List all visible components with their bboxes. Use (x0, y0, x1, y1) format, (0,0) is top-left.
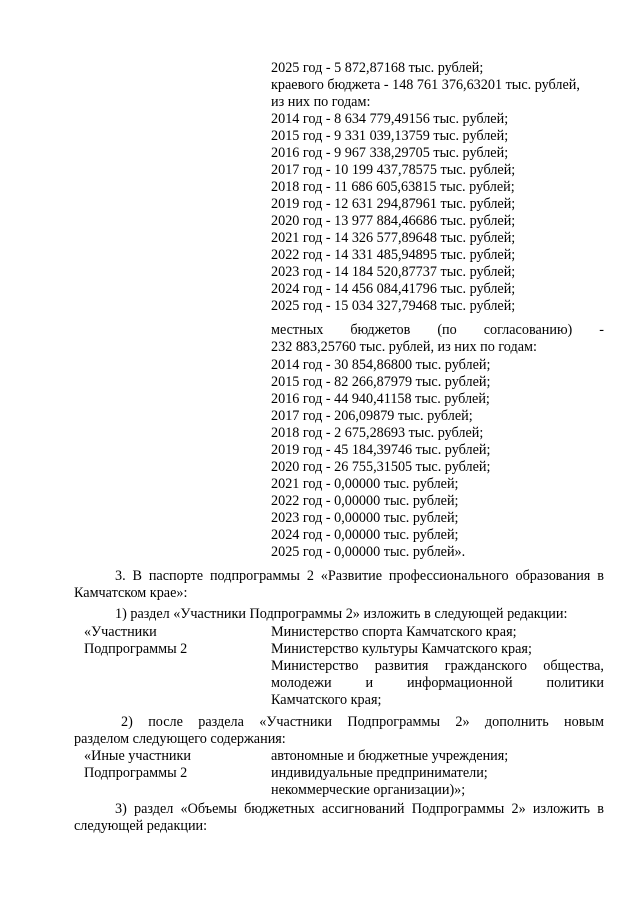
other-participants-label: «Иные участники (84, 748, 192, 764)
item2-text: 2) после раздела «Участники Подпрограммы 2» дополнить новым (121, 714, 604, 730)
kraevoy-year-line: 2024 год - 14 456 084,41796 тыс. рублей; (271, 281, 516, 297)
kraevoy-year-line: 2018 год - 11 686 605,63815 тыс. рублей; (271, 179, 515, 195)
mestnyh-budget-total: 232 883,25760 тыс. рублей, из них по годам: (271, 339, 537, 355)
kraevoy-year-line: 2021 год - 14 326 577,89648 тыс. рублей; (271, 230, 516, 246)
item1-text: 1) раздел «Участники Подпрограммы 2» изложить в следующей редакции: (115, 606, 568, 622)
kraevoy-year-line: 2017 год - 10 199 437,78575 тыс. рублей; (271, 162, 516, 178)
other-participant-line: индивидуальные предприниматели; (271, 765, 488, 781)
mestnyh-year-line: 2021 год - 0,00000 тыс. рублей; (271, 476, 459, 492)
kraevoy-year-line: 2025 год - 15 034 327,79468 тыс. рублей; (271, 298, 516, 314)
participant-line: Министерство культуры Камчатского края; (271, 641, 532, 657)
kraevoy-year-line: 2015 год - 9 331 039,13759 тыс. рублей; (271, 128, 509, 144)
kraevoy-year-line: 2019 год - 12 631 294,87961 тыс. рублей; (271, 196, 516, 212)
mestnyh-year-line: 2019 год - 45 184,39746 тыс. рублей; (271, 442, 491, 458)
mestnyh-year-line: 2020 год - 26 755,31505 тыс. рублей; (271, 459, 491, 475)
participants-label-2: Подпрограммы 2 (84, 641, 188, 657)
kraevoy-year-line: 2020 год - 13 977 884,46686 тыс. рублей; (271, 213, 516, 229)
participant-line: Министерство развития гражданского общества, (271, 658, 604, 674)
other-participants-label-2: Подпрограммы 2 (84, 765, 188, 781)
mestnyh-year-line: 2017 год - 206,09879 тыс. рублей; (271, 408, 473, 424)
other-participant-line: автономные и бюджетные учреждения; (271, 748, 509, 764)
point3-intro-cont: Камчатском крае»: (74, 585, 188, 601)
kraevoy-budget-total: краевого бюджета - 148 761 376,63201 тыс. рублей, (271, 77, 580, 93)
mestnyh-year-line: 2015 год - 82 266,87979 тыс. рублей; (271, 374, 491, 390)
kraevoy-year-line: 2023 год - 14 184 520,87737 тыс. рублей; (271, 264, 516, 280)
point3-intro: 3. В паспорте подпрограммы 2 «Развитие профессионального образования в (115, 568, 604, 584)
other-participant-line: некоммерческие организации)»; (271, 782, 466, 798)
participant-line: Министерство спорта Камчатского края; (271, 624, 517, 640)
kraevoy-year-line: 2022 год - 14 331 485,94895 тыс. рублей; (271, 247, 516, 263)
kraevoy-year-line: 2014 год - 8 634 779,49156 тыс. рублей; (271, 111, 509, 127)
years-intro: из них по годам: (271, 94, 371, 110)
mestnyh-year-line: 2014 год - 30 854,86800 тыс. рублей; (271, 357, 491, 373)
item3-text-cont: следующей редакции: (74, 818, 208, 834)
participant-line: Камчатского края; (271, 692, 382, 708)
mestnyh-year-line: 2018 год - 2 675,28693 тыс. рублей; (271, 425, 484, 441)
item2-text-cont: разделом следующего содержания: (74, 731, 286, 747)
federal-2025-line: 2025 год - 5 872,87168 тыс. рублей; (271, 60, 484, 76)
kraevoy-year-line: 2016 год - 9 967 338,29705 тыс. рублей; (271, 145, 509, 161)
item3-text: 3) раздел «Объемы бюджетных ассигнований Подпрограммы 2» изложить в (115, 801, 604, 817)
participant-line: молодежи и информационной политики (271, 675, 604, 691)
mestnyh-budget-heading: местных бюджетов (по согласованию) - (271, 322, 604, 338)
mestnyh-year-line: 2022 год - 0,00000 тыс. рублей; (271, 493, 459, 509)
mestnyh-year-line: 2025 год - 0,00000 тыс. рублей». (271, 544, 466, 560)
mestnyh-year-line: 2024 год - 0,00000 тыс. рублей; (271, 527, 459, 543)
mestnyh-year-line: 2023 год - 0,00000 тыс. рублей; (271, 510, 459, 526)
mestnyh-year-line: 2016 год - 44 940,41158 тыс. рублей; (271, 391, 490, 407)
participants-label: «Участники (84, 624, 157, 640)
